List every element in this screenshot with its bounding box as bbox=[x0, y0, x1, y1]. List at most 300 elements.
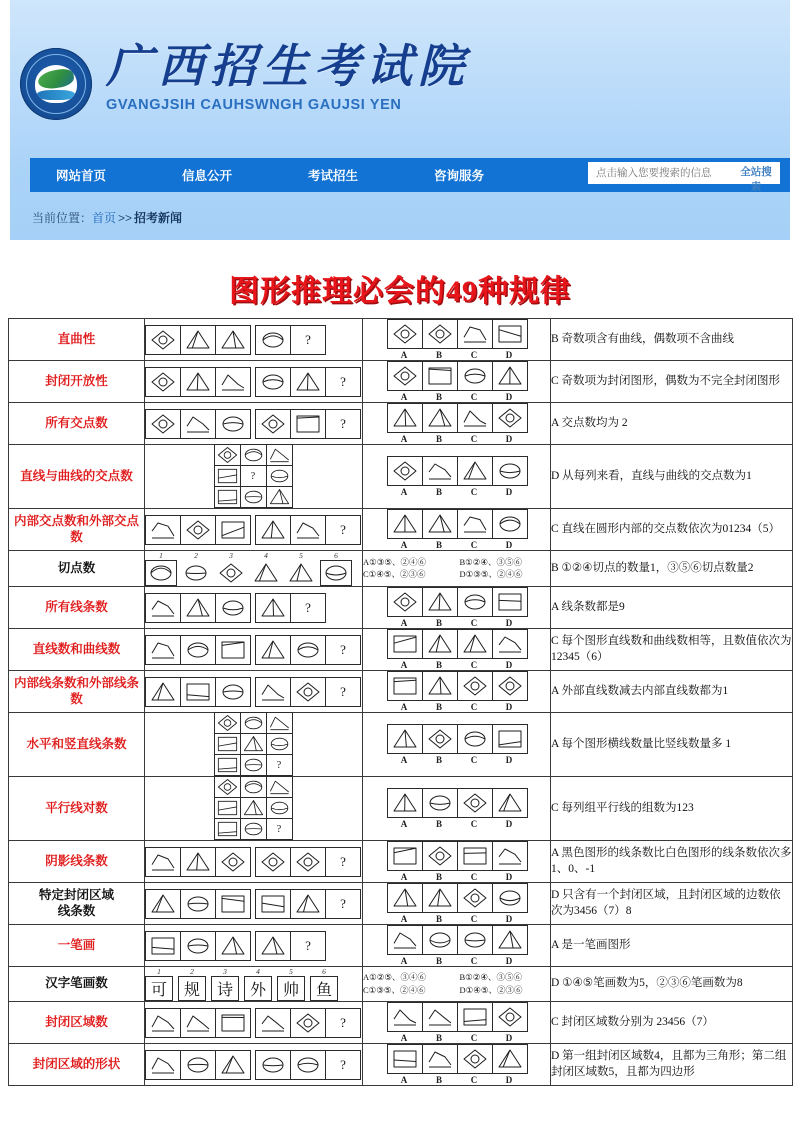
answer-options bbox=[363, 925, 550, 966]
figure-cell bbox=[266, 465, 293, 487]
option-letter-label: A bbox=[400, 1033, 408, 1043]
answer-choice-item[interactable]: C①④⑤、②③⑥ bbox=[363, 569, 426, 579]
figure-cell bbox=[145, 1050, 181, 1080]
figure-cell bbox=[215, 367, 251, 397]
options-cell bbox=[363, 445, 551, 509]
breadcrumb-home-link[interactable]: 首页 bbox=[92, 211, 117, 225]
option-figure-cell[interactable] bbox=[422, 361, 458, 391]
options-cell bbox=[363, 841, 551, 883]
option-figure-cell[interactable] bbox=[422, 587, 458, 617]
answer-explanation-text: C 每个图形直线数和曲线数相等，且数值依次为12345（6） bbox=[551, 634, 792, 663]
rule-label-cell bbox=[9, 925, 145, 967]
figure-cell bbox=[290, 1050, 326, 1080]
answer-explanation-cell bbox=[551, 671, 793, 713]
option-figure-cell[interactable] bbox=[457, 724, 493, 754]
unknown-figure-cell: ? bbox=[325, 635, 361, 665]
table-row bbox=[9, 925, 793, 967]
option-figure-cell[interactable] bbox=[422, 456, 458, 486]
figure-index-label: 1 bbox=[157, 967, 161, 976]
figure-cell bbox=[145, 560, 177, 586]
option-figure-cell[interactable] bbox=[457, 509, 493, 539]
answer-choice-item[interactable]: D①③⑤、②④⑥ bbox=[459, 569, 523, 579]
figure-cell bbox=[180, 889, 216, 919]
figure-index-label: 4 bbox=[256, 967, 260, 976]
option-figure-cell[interactable] bbox=[492, 671, 528, 701]
rule-label-text: 封闭开放性 bbox=[45, 373, 108, 388]
figure-cell bbox=[180, 409, 216, 439]
option-letter-label: A bbox=[400, 618, 408, 628]
site-search-box bbox=[588, 162, 780, 193]
figure-cell bbox=[266, 486, 293, 508]
option-figure-cell[interactable] bbox=[457, 788, 493, 818]
answer-options bbox=[363, 1002, 550, 1043]
figure-cell bbox=[180, 560, 212, 586]
figure-cell bbox=[145, 931, 181, 961]
figure-cell bbox=[214, 754, 241, 776]
option-letter-label: D bbox=[505, 755, 513, 765]
option-letter-label: D bbox=[505, 1075, 513, 1085]
answer-choice-item[interactable]: B①②④、③⑤⑥ bbox=[459, 972, 523, 983]
table-row bbox=[9, 587, 793, 629]
search-submit-button[interactable]: 全站搜索 bbox=[733, 163, 779, 183]
options-cell bbox=[363, 629, 551, 671]
answer-choice-item[interactable]: C①③⑤、②④⑥ bbox=[363, 984, 426, 995]
figure-cell bbox=[240, 754, 267, 776]
option-letter-label: D bbox=[505, 540, 513, 550]
unknown-figure-cell: ? bbox=[325, 847, 361, 877]
question-figure-strip bbox=[145, 889, 362, 919]
option-figure-cell[interactable] bbox=[422, 403, 458, 433]
option-figure-cell[interactable] bbox=[457, 587, 493, 617]
institution-seal-logo bbox=[20, 48, 92, 120]
figure-cell bbox=[145, 635, 181, 665]
rule-label-cell bbox=[9, 1002, 145, 1044]
option-figure-cell[interactable] bbox=[422, 671, 458, 701]
options-cell bbox=[363, 551, 551, 587]
option-letter-label: A bbox=[400, 819, 408, 829]
answer-explanation-text: A 线条数都是9 bbox=[551, 600, 625, 613]
option-letter-label: C bbox=[470, 702, 478, 712]
options-cell bbox=[363, 587, 551, 629]
answer-options bbox=[363, 883, 550, 924]
hanzi-cell: 外 bbox=[244, 976, 272, 1001]
answer-explanation-text: D ①④⑤笔画数为5，②③⑥笔画数为8 bbox=[551, 977, 743, 990]
answer-explanation-text: A 交点数均为 2 bbox=[551, 416, 628, 429]
figure-cell bbox=[255, 515, 291, 545]
breadcrumb-separator: >> bbox=[118, 211, 133, 225]
answer-explanation-cell bbox=[551, 841, 793, 883]
rule-label-text: 封闭区域的形状 bbox=[32, 1056, 121, 1071]
option-letter-label: B bbox=[435, 392, 442, 402]
unknown-figure-cell: ? bbox=[266, 754, 293, 776]
unknown-figure-cell: ? bbox=[325, 515, 361, 545]
option-figure-cell[interactable] bbox=[457, 1044, 493, 1074]
figure-cell bbox=[180, 515, 216, 545]
figure-cell bbox=[215, 593, 251, 623]
figure-cell bbox=[215, 635, 251, 665]
figure-cell bbox=[180, 1050, 216, 1080]
option-figure-cell[interactable] bbox=[422, 925, 458, 955]
answer-explanation-cell bbox=[551, 883, 793, 925]
figure-cell bbox=[255, 367, 291, 397]
answer-options bbox=[363, 788, 550, 829]
rule-label-cell bbox=[9, 1044, 145, 1086]
question-stem-cell bbox=[145, 713, 363, 777]
rule-label-cell bbox=[9, 587, 145, 629]
option-figure-cell[interactable] bbox=[457, 671, 493, 701]
option-figure-cell[interactable] bbox=[387, 509, 423, 539]
option-figure-cell[interactable] bbox=[457, 1002, 493, 1032]
figure-cell bbox=[255, 593, 291, 623]
option-letter-label: D bbox=[505, 872, 513, 882]
option-figure-cell[interactable] bbox=[387, 788, 423, 818]
option-figure-cell[interactable] bbox=[457, 883, 493, 913]
table-row bbox=[9, 319, 793, 361]
option-letter-label: A bbox=[400, 956, 408, 966]
figure-cell bbox=[285, 560, 317, 586]
option-letter-label: D bbox=[505, 914, 513, 924]
question-stem-cell bbox=[145, 445, 363, 509]
answer-explanation-cell bbox=[551, 629, 793, 671]
table-row bbox=[9, 551, 793, 587]
option-letter-label: B bbox=[435, 487, 442, 497]
option-figure-cell[interactable] bbox=[387, 319, 423, 349]
rule-label-cell bbox=[9, 841, 145, 883]
rule-label-text: 特定封闭区域 线条数 bbox=[38, 887, 114, 918]
figure-cell bbox=[266, 776, 293, 798]
figure-cell bbox=[266, 733, 293, 755]
option-letter-label: C bbox=[470, 350, 478, 360]
figure-cell bbox=[145, 409, 181, 439]
unknown-figure-cell: ? bbox=[240, 465, 267, 487]
figure-cell bbox=[180, 367, 216, 397]
answer-explanation-text: D 第一组封闭区域数4，且都为三角形；第二组封闭区域数5，且都为四边形 bbox=[551, 1049, 787, 1078]
answer-choice-item[interactable]: A①②⑤、③④⑥ bbox=[363, 972, 426, 983]
option-letter-label: B bbox=[435, 434, 442, 444]
option-figure-cell[interactable] bbox=[492, 883, 528, 913]
option-letter-label: A bbox=[400, 487, 408, 497]
figure-cell bbox=[255, 1050, 291, 1080]
option-figure-cell[interactable] bbox=[422, 629, 458, 659]
figure-cell bbox=[240, 776, 267, 798]
figure-cell bbox=[145, 593, 181, 623]
figure-cell bbox=[290, 1008, 326, 1038]
option-figure-cell[interactable] bbox=[387, 1044, 423, 1074]
answer-options bbox=[363, 587, 550, 628]
option-letter-label: C bbox=[470, 819, 478, 829]
option-figure-cell[interactable] bbox=[387, 883, 423, 913]
figure-cell bbox=[255, 677, 291, 707]
option-letter-label: A bbox=[400, 392, 408, 402]
option-figure-cell[interactable] bbox=[457, 319, 493, 349]
brand-title-cn: 广西招生考试院 bbox=[106, 41, 470, 92]
answer-explanation-cell bbox=[551, 967, 793, 1002]
option-figure-cell[interactable] bbox=[457, 629, 493, 659]
figure-cell bbox=[266, 797, 293, 819]
question-figure-strip bbox=[145, 931, 362, 961]
table-row bbox=[9, 967, 793, 1002]
option-letter-label: A bbox=[400, 350, 408, 360]
table-row bbox=[9, 403, 793, 445]
answer-options bbox=[363, 1044, 550, 1085]
option-figure-cell[interactable] bbox=[492, 1002, 528, 1032]
option-letter-label: C bbox=[470, 540, 478, 550]
figure-index-label: 4 bbox=[264, 551, 268, 560]
figure-cell bbox=[180, 677, 216, 707]
figure-cell bbox=[215, 409, 251, 439]
answer-explanation-text: C 直线在圆形内部的交点数依次为01234（5） bbox=[551, 522, 781, 535]
nav-item-service[interactable]: 咨询服务 bbox=[434, 169, 485, 183]
answer-explanation-text: D 只含有一个封闭区域，且封闭区域的边数依次为3456（7）8 bbox=[551, 888, 781, 917]
rule-label-cell bbox=[9, 967, 145, 1002]
figure-cell bbox=[290, 409, 326, 439]
question-stem-cell bbox=[145, 509, 363, 551]
figure-cell bbox=[255, 409, 291, 439]
option-figure-cell[interactable] bbox=[492, 788, 528, 818]
answer-explanation-text: C 奇数项为封闭图形，偶数为不完全封闭图形 bbox=[551, 374, 781, 387]
figure-cell bbox=[240, 712, 267, 734]
answer-explanation-text: B 奇数项含有曲线，偶数项不含曲线 bbox=[551, 332, 735, 345]
answer-choice-item[interactable]: B①②④、③⑤⑥ bbox=[459, 556, 523, 567]
figure-cell bbox=[215, 515, 251, 545]
rule-label-text: 直线数和曲线数 bbox=[32, 641, 121, 656]
option-figure-cell[interactable] bbox=[492, 1044, 528, 1074]
option-figure-cell[interactable] bbox=[387, 629, 423, 659]
option-figure-cell[interactable] bbox=[492, 319, 528, 349]
nav-item-info[interactable]: 信息公开 bbox=[182, 169, 233, 183]
rule-label-cell bbox=[9, 445, 145, 509]
rule-label-text: 汉字笔画数 bbox=[45, 976, 108, 991]
question-stem-cell bbox=[145, 967, 363, 1002]
figure-cell bbox=[240, 486, 267, 508]
answer-explanation-cell bbox=[551, 509, 793, 551]
unknown-figure-cell: ? bbox=[290, 593, 326, 623]
option-letter-label: B bbox=[435, 618, 442, 628]
figure-cell bbox=[290, 889, 326, 919]
rule-label-text: 阴影线条数 bbox=[45, 853, 108, 868]
table-row bbox=[9, 629, 793, 671]
option-letter-label: B bbox=[435, 755, 442, 765]
unknown-figure-cell: ? bbox=[290, 931, 326, 961]
question-stem-cell bbox=[145, 1002, 363, 1044]
hanzi-figure-series bbox=[145, 967, 362, 1001]
options-cell bbox=[363, 777, 551, 841]
hanzi-cell: 帅 bbox=[277, 976, 305, 1001]
answer-options bbox=[363, 509, 550, 550]
table-row bbox=[9, 713, 793, 777]
answer-explanation-cell bbox=[551, 1002, 793, 1044]
answer-choice-item[interactable]: A①③⑤、②④⑥ bbox=[363, 556, 426, 567]
option-letter-label: C bbox=[470, 487, 478, 497]
option-letter-label: A bbox=[400, 1075, 408, 1085]
rule-label-cell bbox=[9, 671, 145, 713]
option-figure-cell[interactable] bbox=[492, 509, 528, 539]
option-letter-label: D bbox=[505, 819, 513, 829]
answer-choice-item[interactable]: D①④⑤、②③⑥ bbox=[459, 984, 523, 995]
question-stem-cell bbox=[145, 587, 363, 629]
option-figure-cell[interactable] bbox=[422, 319, 458, 349]
hanzi-cell: 规 bbox=[178, 976, 206, 1001]
nav-item-home[interactable]: 网站首页 bbox=[56, 169, 107, 183]
unknown-figure-cell: ? bbox=[325, 409, 361, 439]
figure-cell bbox=[145, 1008, 181, 1038]
option-figure-cell[interactable] bbox=[492, 403, 528, 433]
option-figure-cell[interactable] bbox=[387, 841, 423, 871]
figure-cell bbox=[214, 776, 241, 798]
option-figure-cell[interactable] bbox=[422, 509, 458, 539]
figure-index-label: 5 bbox=[299, 551, 303, 560]
question-figure-strip bbox=[145, 593, 362, 623]
rule-label-cell bbox=[9, 777, 145, 841]
question-stem-cell bbox=[145, 551, 363, 587]
option-figure-cell[interactable] bbox=[422, 724, 458, 754]
option-figure-cell[interactable] bbox=[387, 361, 423, 391]
question-figure-strip bbox=[145, 1050, 362, 1080]
numbered-figure-series bbox=[145, 551, 362, 586]
option-figure-cell[interactable] bbox=[422, 1002, 458, 1032]
options-cell bbox=[363, 713, 551, 777]
rule-label-text: 直线与曲线的交点数 bbox=[20, 468, 133, 483]
figure-cell bbox=[145, 889, 181, 919]
rule-label-cell bbox=[9, 883, 145, 925]
answer-explanation-cell bbox=[551, 361, 793, 403]
options-cell bbox=[363, 361, 551, 403]
option-figure-cell[interactable] bbox=[387, 671, 423, 701]
options-cell bbox=[363, 509, 551, 551]
options-cell bbox=[363, 319, 551, 361]
hanzi-cell: 可 bbox=[145, 976, 173, 1001]
option-figure-cell[interactable] bbox=[492, 925, 528, 955]
answer-options bbox=[363, 671, 550, 712]
answer-explanation-cell bbox=[551, 587, 793, 629]
option-figure-cell[interactable] bbox=[387, 925, 423, 955]
option-figure-cell[interactable] bbox=[492, 587, 528, 617]
option-figure-cell[interactable] bbox=[457, 841, 493, 871]
figure-cell bbox=[180, 847, 216, 877]
option-letter-label: D bbox=[505, 350, 513, 360]
option-figure-cell[interactable] bbox=[492, 456, 528, 486]
table-row bbox=[9, 445, 793, 509]
option-figure-cell[interactable] bbox=[422, 883, 458, 913]
answer-explanation-cell bbox=[551, 445, 793, 509]
figure-index-label: 2 bbox=[194, 551, 198, 560]
question-stem-cell bbox=[145, 925, 363, 967]
option-figure-cell[interactable] bbox=[387, 587, 423, 617]
rule-label-text: 平行线对数 bbox=[45, 800, 108, 815]
option-letter-label: A bbox=[400, 702, 408, 712]
figure-cell bbox=[255, 889, 291, 919]
rule-label-cell bbox=[9, 361, 145, 403]
figure-cell bbox=[215, 677, 251, 707]
table-row bbox=[9, 509, 793, 551]
figure-cell bbox=[145, 677, 181, 707]
option-figure-cell[interactable] bbox=[457, 925, 493, 955]
option-figure-cell[interactable] bbox=[422, 1044, 458, 1074]
option-figure-cell[interactable] bbox=[492, 724, 528, 754]
figure-cell bbox=[180, 931, 216, 961]
figure-index-label: 5 bbox=[289, 967, 293, 976]
option-letter-label: D bbox=[505, 434, 513, 444]
rule-label-text: 封闭区域数 bbox=[45, 1014, 108, 1029]
table-row bbox=[9, 841, 793, 883]
option-letter-label: B bbox=[435, 540, 442, 550]
figure-cell bbox=[215, 560, 247, 586]
options-cell bbox=[363, 1002, 551, 1044]
figure-index-label: 3 bbox=[223, 967, 227, 976]
figure-cell bbox=[214, 733, 241, 755]
figure-index-label: 6 bbox=[322, 967, 326, 976]
option-letter-label: A bbox=[400, 914, 408, 924]
figure-cell bbox=[215, 1050, 251, 1080]
unknown-figure-cell: ? bbox=[266, 818, 293, 840]
figure-cell bbox=[240, 818, 267, 840]
option-figure-cell[interactable] bbox=[422, 841, 458, 871]
option-letter-label: B bbox=[435, 914, 442, 924]
rule-label-cell bbox=[9, 713, 145, 777]
rule-label-text: 内部交点数和外部交点数 bbox=[13, 513, 139, 544]
breadcrumb bbox=[32, 209, 182, 226]
breadcrumb-current: 招考新闻 bbox=[134, 211, 183, 225]
option-figure-cell[interactable] bbox=[387, 403, 423, 433]
rule-label-text: 一笔画 bbox=[57, 937, 96, 952]
answer-options bbox=[363, 403, 550, 444]
figure-index-label: 3 bbox=[229, 551, 233, 560]
option-figure-cell[interactable] bbox=[492, 629, 528, 659]
figure-index-label: 2 bbox=[190, 967, 194, 976]
main-navigation bbox=[30, 158, 790, 192]
question-figure-strip bbox=[145, 847, 362, 877]
option-figure-cell[interactable] bbox=[387, 1002, 423, 1032]
search-input[interactable] bbox=[588, 163, 733, 183]
option-figure-cell[interactable] bbox=[492, 841, 528, 871]
option-figure-cell[interactable] bbox=[457, 403, 493, 433]
options-cell bbox=[363, 883, 551, 925]
figure-cell bbox=[215, 847, 251, 877]
figure-cell bbox=[290, 635, 326, 665]
question-figure-strip bbox=[145, 367, 362, 397]
option-figure-cell[interactable] bbox=[387, 724, 423, 754]
figure-cell bbox=[240, 797, 267, 819]
option-letter-label: D bbox=[505, 660, 513, 670]
rules-table bbox=[8, 318, 793, 1086]
answer-explanation-text: A 外部直线数减去内部直线数都为1 bbox=[551, 684, 729, 697]
answer-explanation-text: C 每列组平行线的组数为123 bbox=[551, 801, 694, 814]
question-stem-cell bbox=[145, 671, 363, 713]
option-letter-label: D bbox=[505, 487, 513, 497]
option-figure-cell[interactable] bbox=[422, 788, 458, 818]
option-figure-cell[interactable] bbox=[387, 456, 423, 486]
option-figure-cell[interactable] bbox=[457, 361, 493, 391]
option-letter-label: D bbox=[505, 618, 513, 628]
option-figure-cell[interactable] bbox=[492, 361, 528, 391]
rule-label-text: 切点数 bbox=[57, 560, 96, 575]
rule-label-cell bbox=[9, 403, 145, 445]
answer-options bbox=[363, 319, 550, 360]
option-letter-label: D bbox=[505, 956, 513, 966]
nav-item-exam[interactable]: 考试招生 bbox=[308, 169, 359, 183]
question-figure-grid bbox=[215, 713, 293, 776]
table-row bbox=[9, 1002, 793, 1044]
option-figure-cell[interactable] bbox=[457, 456, 493, 486]
figure-cell bbox=[290, 847, 326, 877]
option-letter-label: B bbox=[435, 1075, 442, 1085]
option-letter-label: B bbox=[435, 819, 442, 829]
question-stem-cell bbox=[145, 319, 363, 361]
figure-cell bbox=[215, 931, 251, 961]
site-header bbox=[10, 0, 790, 240]
figure-cell bbox=[290, 515, 326, 545]
option-letter-label: B bbox=[435, 872, 442, 882]
